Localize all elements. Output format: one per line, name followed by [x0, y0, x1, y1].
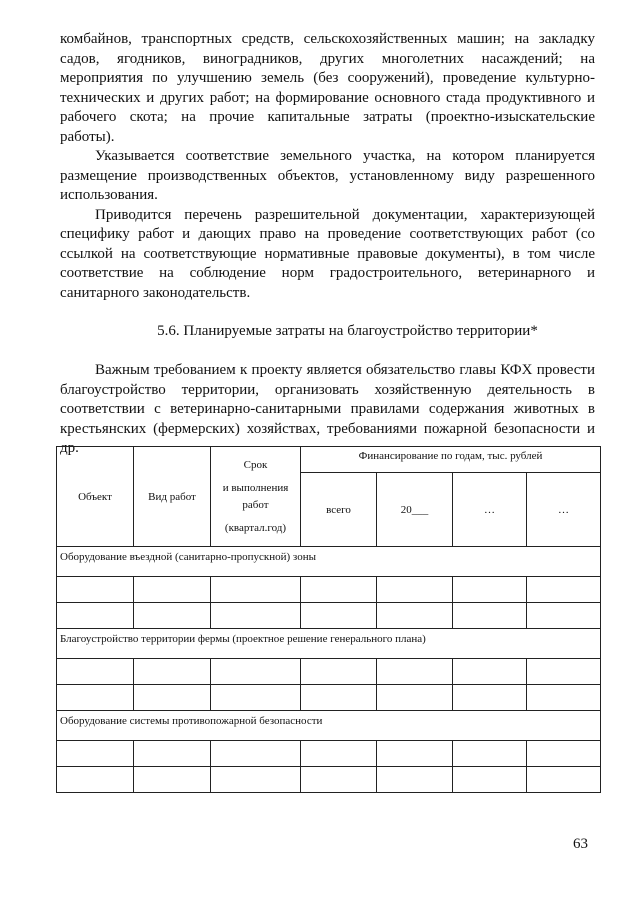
header-term-line3: (квартал.год) — [224, 521, 287, 534]
table-row — [57, 603, 601, 629]
table-row — [57, 741, 601, 767]
header-object: Объект — [57, 447, 134, 547]
header-more-years-2: … — [527, 473, 601, 547]
table-row — [57, 767, 601, 793]
table-row — [57, 659, 601, 685]
paragraph-continued: комбайнов, транспортных средств, сельскохозяйственных машин; на закладку садов, ягодников, виноградников, других многолетних насаждений; на мероприятия по улучшению земель (без сооружений), проведение культурно-технических и других работ; на формирование основного стада продуктивного и рабочего скота; на прочие капитальные затраты (проектно-изыскательские работы). — [60, 31, 595, 145]
header-term-line1: Срок — [243, 458, 268, 471]
header-total: всего — [301, 473, 377, 547]
paragraph-permits: Приводится перечень разрешительной документации, характеризующей специфику работ и дающих право на проведение соответствующих работ (со ссылкой на соответствующие нормативные правовые документы), в том числе соответствие на соблюдение норм градостроительного, ветеринарного и санитарного законодательств. — [60, 206, 595, 301]
page-body — [60, 30, 595, 459]
table-row — [57, 577, 601, 603]
costs-table — [56, 446, 601, 793]
header-more-years-1: … — [453, 473, 527, 547]
section-row-fire-safety: Оборудование системы противопожарной безопасности — [57, 711, 601, 741]
page-number: 63 — [573, 836, 588, 852]
section-row-entry-zone: Оборудование въездной (санитарно-пропускной) зоны — [57, 547, 601, 577]
header-work-type: Вид работ — [134, 447, 211, 547]
header-term-line2: и выполнения работ — [222, 481, 289, 511]
table-row — [57, 685, 601, 711]
paragraph-requirement: Важным требованием к проекту является обязательство главы КФХ провести благоустройство территории, организовать хозяйственную деятельность в соответствии с ветеринарно-санитарными правилами содержания животных в крестьянских (фермерских) хозяйствах, требованиями пожарной безопасности и др. — [60, 362, 595, 456]
section-heading: 5.6. Планируемые затраты на благоустройство территории* — [157, 323, 538, 339]
header-year: 20___ — [377, 473, 453, 547]
header-financing: Финансирование по годам, тыс. рублей — [301, 447, 601, 473]
paragraph-land-use: Указывается соответствие земельного участка, на котором планируется размещение производственных объектов, установленному виду разрешенного использования. — [60, 148, 595, 203]
header-term — [211, 447, 301, 547]
section-row-landscaping: Благоустройство территории фермы (проектное решение генерального плана) — [57, 629, 601, 659]
